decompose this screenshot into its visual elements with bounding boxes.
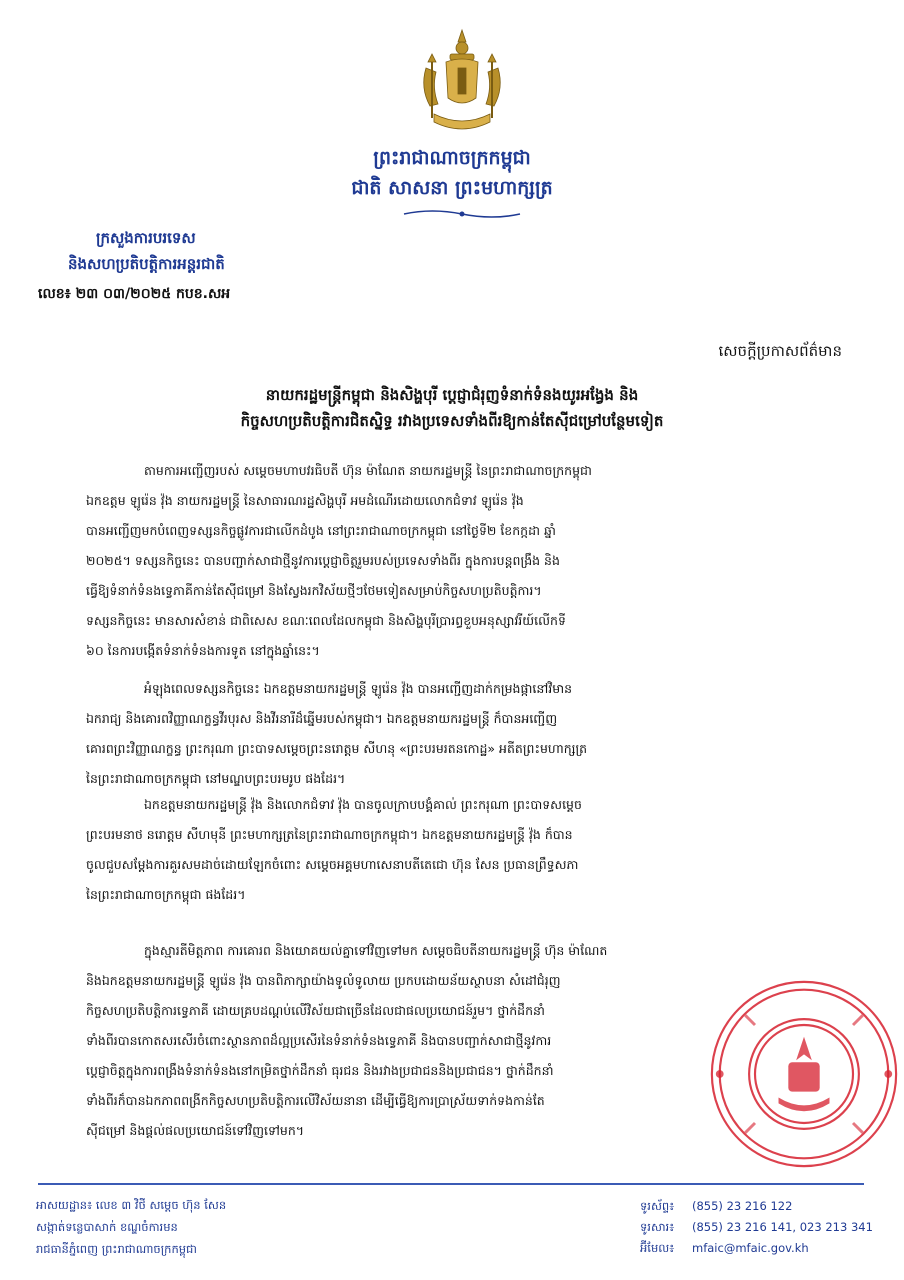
ministry-name-line1: ក្រសួងការបរទេស: [96, 229, 196, 247]
document-type-label: សេចក្តីប្រកាសព័ត៌មាន: [718, 342, 842, 360]
footer-address: [36, 1194, 226, 1260]
address-line1: លេខ ៣ វិថី សម្តេច ហ៊ុន សែន: [95, 1198, 227, 1212]
ornament-divider-icon: [402, 208, 522, 220]
paragraph-line: ទាំងពីរបានកោតសរសើរចំពោះស្ថានភាពដ៏ល្អប្រសើរនៃទំនាក់ទំនងទ្វេភាគី និងបានបញ្ជាក់សាជាថ្មីនូវការ: [86, 1033, 552, 1048]
paragraph-line: និងឯកឧត្តមនាយករដ្ឋមន្ត្រី ឡូរ៉េន វ៉ុង បានពិភាក្សាយ៉ាងទូលំទូលាយ ប្រកបដោយន័យស្ថាបនា សំដៅជំរុញ: [86, 973, 561, 988]
paragraph-line: ២០២៥។ ទស្សនកិច្ចនេះ បានបញ្ជាក់សាជាថ្មីនូវការប្តេជ្ញាចិត្តរួមរបស់ប្រទេសទាំងពីរ ក្នុងការបន្តពង្រឹង និង: [86, 553, 560, 568]
paragraph-line: ទស្សនកិច្ចនេះ មានសារសំខាន់ ជាពិសេស ខណៈពេលដែលកម្ពុជា និងសិង្ហបុរីប្រារព្ធខួបអនុស្សាវរីយ៍លើកទី: [86, 613, 566, 628]
ministry-seal-icon: [706, 976, 902, 1172]
reference-number: លេខ៖ ២៣ ០៣/២០២៥ កបខ.សអ: [38, 286, 231, 302]
paragraph-2: [86, 674, 846, 794]
paragraph-line: ឯកឧត្តមនាយករដ្ឋមន្ត្រី វ៉ុង និងលោកជំទាវ វ៉ុង បានចូលក្រាបបង្គំគាល់ ព្រះករុណា ព្រះបាទសម្តេច: [144, 797, 582, 812]
paragraph-line: គោរពព្រះវិញ្ញាណក្ខន្ធ ព្រះករុណា ព្រះបាទសម្តេចព្រះនរោត្តម សីហនុ «ព្រះបរមរតនកោដ្ឋ» អតីតព្រះមហាក្សត្រ: [86, 741, 588, 756]
paragraph-line: នៃព្រះរាជាណាចក្រកម្ពុជា នៅមណ្ឌបព្រះបរមរូប ផងដែរ។: [86, 771, 346, 786]
paragraph-line: នៃព្រះរាជាណាចក្រកម្ពុជា ផងដែរ។: [86, 887, 246, 902]
address-line2: សង្កាត់ទន្លេបាសាក់ ខណ្ឌចំការមន: [36, 1220, 178, 1234]
footer-divider: [38, 1183, 864, 1185]
email-label: អ៊ីមែល៖: [640, 1241, 675, 1255]
paragraph-line: តាមការអញ្ជើញរបស់ សម្តេចមហាបវរធិបតី ហ៊ុន ម៉ាណែត នាយករដ្ឋមន្ត្រី នៃព្រះរាជាណាចក្រកម្ពុជា: [144, 463, 592, 478]
paragraph-line: ស៊ីជម្រៅ និងផ្តល់ផលប្រយោជន៍ទៅវិញទៅមក។: [86, 1123, 305, 1138]
phone-number: (855) 23 216 122: [692, 1199, 793, 1213]
paragraph-line: ឯកឧត្តម ឡូរ៉េន វ៉ុង នាយករដ្ឋមន្ត្រី នៃសាធារណរដ្ឋសិង្ហបុរី អមដំណើរដោយលោកជំទាវ ឡូរ៉េន វ៉ុង: [86, 493, 524, 508]
paragraph-line: អំឡុងពេលទស្សនកិច្ចនេះ ឯកឧត្តមនាយករដ្ឋមន្ត្រី ឡូរ៉េន វ៉ុង បានអញ្ជើញដាក់កម្រងផ្កានៅវិមាន: [144, 681, 573, 696]
kingdom-title: ព្រះរាជាណាចក្រកម្ពុជា: [373, 147, 531, 169]
paragraph-line: ប្តេជ្ញាចិត្តក្នុងការពង្រឹងទំនាក់ទំនងនៅកម្រិតថ្នាក់ដឹកនាំ ធុរជន និងរវាងប្រជាជននិងប្រជាជន។ ថ្នាក់ដឹកនាំ: [86, 1063, 554, 1078]
royal-coat-of-arms-icon: [412, 28, 512, 138]
paragraph-line: ធ្វើឱ្យទំនាក់ទំនងទ្វេភាគីកាន់តែស៊ីជម្រៅ និងស្វែងរកវិស័យថ្មីៗថែមទៀតសម្រាប់កិច្ចសហប្រតិបត្តិការ។: [86, 583, 542, 598]
paragraph-line: ទាំងពីរក៏បានឯកភាពពង្រីកកិច្ចសហប្រតិបត្តិការលើវិស័យនានា ដើម្បីធ្វើឱ្យការប្រាស្រ័យទាក់ទងកាន់តែ: [86, 1093, 545, 1108]
paragraph-line: កិច្ចសហប្រតិបត្តិការទ្វេភាគី ដោយគ្របដណ្តប់លើវិស័យជាច្រើនដែលជាផលប្រយោជន៍រួម។ ថ្នាក់ដឹកនាំ: [86, 1003, 545, 1018]
paragraph-line: ៦០ នៃការបង្កើតទំនាក់ទំនងការទូត នៅក្នុងឆ្នាំនេះ។: [86, 643, 320, 658]
headline-line2: កិច្ចសហប្រតិបត្តិការជិតស្និទ្ធ រវាងប្រទេសទាំងពីរឱ្យកាន់តែស៊ីជម្រៅបន្ថែមទៀត: [240, 412, 664, 430]
paragraph-line: ឯករាជ្យ និងគោរពវិញ្ញាណក្ខន្ធវីរបុរស និងវីរនារីដ៏ឆ្នើមរបស់កម្ពុជា។ ឯកឧត្តមនាយករដ្ឋមន្ត្រី ក៏បានអញ្ជើញ: [86, 711, 558, 726]
fax-label: ទូរសារ៖: [640, 1220, 675, 1234]
paragraph-line: ក្នុងស្មារតីមិត្តភាព ការគោរព និងយោគយល់គ្នាទៅវិញទៅមក សម្តេចធិបតីនាយករដ្ឋមន្ត្រី ហ៊ុន ម៉ាណែត: [144, 943, 608, 958]
paragraph-1: [86, 456, 846, 666]
paragraph-line: ព្រះបរមនាថ នរោត្តម សីហមុនី ព្រះមហាក្សត្រនៃព្រះរាជាណាចក្រកម្ពុជា។ ឯកឧត្តមនាយករដ្ឋមន្ត្រី វ៉ុង ក៏បាន: [86, 827, 573, 842]
paragraph-3: [86, 790, 846, 910]
phone-label: ទូរស័ព្ទ៖: [640, 1199, 675, 1213]
email-link[interactable]: mfaic@mfaic.gov.kh: [692, 1241, 809, 1255]
address-label: អាសយដ្ឋាន៖: [36, 1198, 93, 1212]
fax-number: (855) 23 216 141, 023 213 341: [692, 1220, 873, 1234]
ministry-name-line2: និងសហប្រតិបត្តិការអន្តរជាតិ: [68, 255, 225, 273]
address-line3: រាជធានីភ្នំពេញ ព្រះរាជាណាចក្រកម្ពុជា: [36, 1242, 197, 1256]
paragraph-line: បានអញ្ជើញមកបំពេញទស្សនកិច្ចផ្លូវការជាលើកដំបូង នៅព្រះរាជាណាចក្រកម្ពុជា នៅថ្ងៃទី២ ខែកក្កដា ឆ្នាំ: [86, 523, 556, 538]
paragraph-line: ចូលជួបសម្តែងការគួរសមដាច់ដោយឡែកចំពោះ សម្តេចអគ្គមហាសេនាបតីតេជោ ហ៊ុន សែន ប្រធានព្រឹទ្ធសភា: [86, 857, 579, 872]
footer-contacts: [640, 1196, 873, 1259]
national-motto: ជាតិ សាសនា ព្រះមហាក្សត្រ: [351, 177, 553, 199]
headline-line1: នាយករដ្ឋមន្ត្រីកម្ពុជា និងសិង្ហបុរី ប្តេជ្ញាជំរុញទំនាក់ទំនងយូរអង្វែង និង: [265, 386, 639, 404]
